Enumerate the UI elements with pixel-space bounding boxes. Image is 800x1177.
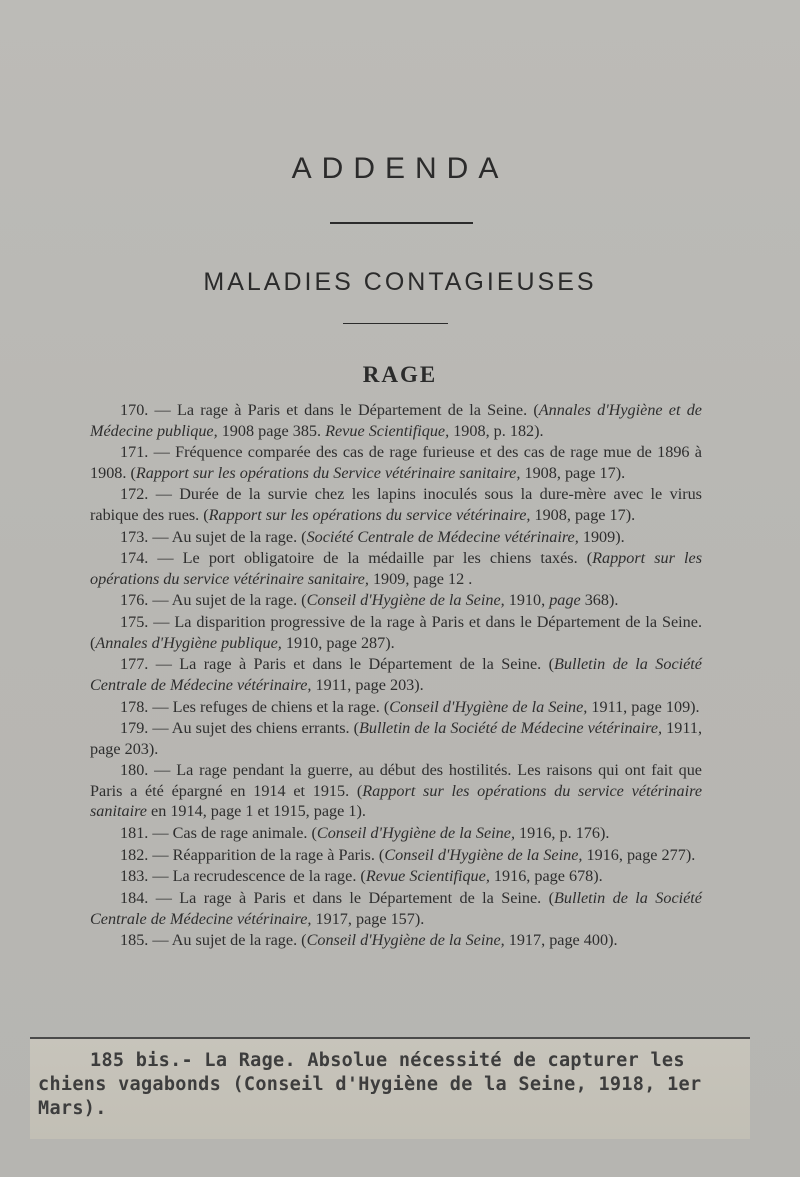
- entry-citation: Conseil d'Hygiène de la Seine,: [306, 591, 505, 610]
- entry-reference: en 1914, page 1 et 1915, page 1).: [146, 802, 366, 821]
- entry-citation: Revue Scientifique,: [365, 867, 490, 886]
- entry-number: 173.: [120, 527, 149, 546]
- entry-reference: 1916, page 678).: [489, 867, 603, 886]
- entry-reference: 1910,: [504, 591, 550, 610]
- entry-text: — Fréquence comparée des cas de rage furieuse et des cas de rage mue de 1896 à 1908. (: [90, 443, 702, 482]
- entry-citation: Bulletin de la Société Centrale de Médecine vétérinaire,: [90, 889, 702, 928]
- entry-number: 172.: [120, 485, 149, 504]
- entry-citation: Conseil d'Hygiène de la Seine,: [389, 697, 588, 716]
- entry-number: 175.: [120, 613, 149, 632]
- entry-reference: 1917, page 157).: [311, 909, 425, 928]
- entry-reference: 1916, page 277).: [582, 845, 696, 864]
- entry-citation: Rapport sur les opérations du service vétérinaire sanitaire,: [90, 549, 702, 588]
- entry-text: — Au sujet de la rage. (: [148, 591, 307, 610]
- entry-reference: 1909).: [578, 527, 625, 546]
- section-heading: RAGE: [362, 362, 438, 387]
- entry-text: — La recrudescence de la rage. (: [148, 867, 366, 886]
- entry-number: 176.: [120, 591, 149, 610]
- bibliography-entry: [90, 760, 702, 822]
- bibliography-entry: [90, 718, 702, 759]
- entry-number: 170.: [120, 401, 149, 419]
- bibliography-list: [90, 400, 702, 952]
- entry-text: — La disparition progressive de la rage à Paris et dans le Département de la Seine. (: [90, 613, 702, 652]
- entry-number: 183.: [120, 867, 149, 886]
- entry-number: 180.: [120, 761, 149, 780]
- chapter-divider: [343, 323, 448, 324]
- bibliography-entry: [90, 484, 702, 525]
- entry-number: 179.: [120, 719, 149, 738]
- entry-reference: 368).: [580, 591, 619, 610]
- entry-text: — Au sujet des chiens errants. (: [148, 719, 360, 738]
- entry-reference: 1911, page 109).: [587, 697, 700, 716]
- entry-citation: Revue Scientifique,: [325, 421, 450, 440]
- entry-number: 184.: [120, 889, 149, 908]
- bibliography-entry: [90, 930, 702, 951]
- entry-number: 181.: [120, 824, 149, 843]
- entry-reference: 1916, p. 176).: [515, 824, 610, 843]
- entry-reference: 1908, page 17).: [520, 463, 626, 482]
- bibliography-entry: [90, 612, 702, 653]
- entry-reference: 1908 page 385.: [217, 421, 326, 440]
- entry-citation: Rapport sur les opérations du Service vétérinaire sanitaire,: [135, 463, 521, 482]
- entry-citation: Conseil d'Hygiène de la Seine,: [384, 845, 583, 864]
- entry-number: 177.: [120, 655, 149, 674]
- bibliography-entry: [90, 866, 702, 887]
- entry-citation: Conseil d'Hygiène de la Seine,: [316, 824, 515, 843]
- entry-reference: 1911, page 203).: [90, 719, 703, 758]
- entry-text: — La rage à Paris et dans le Département de la Seine. (: [148, 889, 554, 908]
- entry-text: — Durée de la survie chez les lapins inoculés sous la dure-mère avec le virus rabique des rues. (: [90, 485, 702, 524]
- bibliography-entry: [90, 697, 702, 718]
- bibliography-entry: [90, 845, 702, 866]
- entry-text: — La rage à Paris et dans le Département de la Seine. (: [148, 401, 539, 419]
- entry-reference: 1909, page 12 .: [368, 569, 473, 588]
- entry-text: — Réapparition de la rage à Paris. (: [148, 845, 385, 864]
- entry-reference: 1917, page 400).: [504, 931, 618, 950]
- entry-citation: Bulletin de la Société Centrale de Médecine vétérinaire,: [90, 655, 702, 694]
- bibliography-entry: [90, 654, 702, 695]
- entry-citation: Rapport sur les opérations du service vétérinaire,: [208, 505, 531, 524]
- entry-citation: Société Centrale de Médecine vétérinaire,: [306, 527, 579, 546]
- entry-reference: 1910, page 287).: [281, 633, 395, 652]
- entry-number: 171.: [120, 443, 149, 462]
- entry-reference: 1908, p. 182).: [449, 421, 544, 440]
- bibliography-entry: [90, 442, 702, 483]
- entry-citation: Conseil d'Hygiène de la Seine,: [306, 931, 505, 950]
- bibliography-entry: [90, 400, 702, 441]
- entry-reference: 1911, page 203).: [311, 675, 424, 694]
- title-divider: [330, 222, 473, 224]
- note-text: 185 bis.- La Rage. Absolue nécessité de capturer les chiens vagabonds (Conseil d'Hygiène de la Seine, 1918, 1er Mars).: [38, 1050, 702, 1119]
- entry-citation: Annales d'Hygiène publique,: [95, 633, 282, 652]
- bibliography-entry: [90, 823, 702, 844]
- page-title: ADDENDA: [291, 152, 509, 185]
- entry-text: — Au sujet de la rage. (: [148, 527, 307, 546]
- entry-text: — Les refuges de chiens et la rage. (: [148, 697, 390, 716]
- entry-number: 185.: [120, 931, 149, 950]
- bibliography-entry: [90, 527, 702, 548]
- entry-text: — Au sujet de la rage. (: [148, 931, 307, 950]
- entry-citation: Rapport sur les opérations du service vétérinaire sanitaire: [90, 781, 702, 821]
- entry-number: 182.: [120, 845, 149, 864]
- entry-text: — La rage à Paris et dans le Département de la Seine. (: [148, 655, 554, 674]
- bibliography-entry: [90, 888, 702, 929]
- entry-text: — La rage pendant la guerre, au début des hostilités. Les raisons qui ont fait que Paris a été épargné en 1914 et 1915. (: [90, 761, 702, 800]
- entry-text: — Le port obligatoire de la médaille par les chiens taxés. (: [148, 549, 593, 568]
- entry-text: — Cas de rage animale. (: [148, 824, 317, 843]
- entry-citation: page: [549, 591, 581, 610]
- entry-number: 174.: [120, 549, 149, 568]
- pasted-typed-note: [30, 1037, 750, 1139]
- bibliography-entry: [90, 590, 702, 611]
- entry-reference: 1908, page 17).: [530, 505, 636, 524]
- bibliography-entry: [90, 548, 702, 589]
- entry-number: 178.: [120, 697, 149, 716]
- entry-citation: Annales d'Hygiène et de Médecine publique,: [90, 401, 702, 440]
- chapter-heading: MALADIES CONTAGIEUSES: [203, 268, 597, 296]
- entry-citation: Bulletin de la Société de Médecine vétérinaire,: [359, 719, 663, 738]
